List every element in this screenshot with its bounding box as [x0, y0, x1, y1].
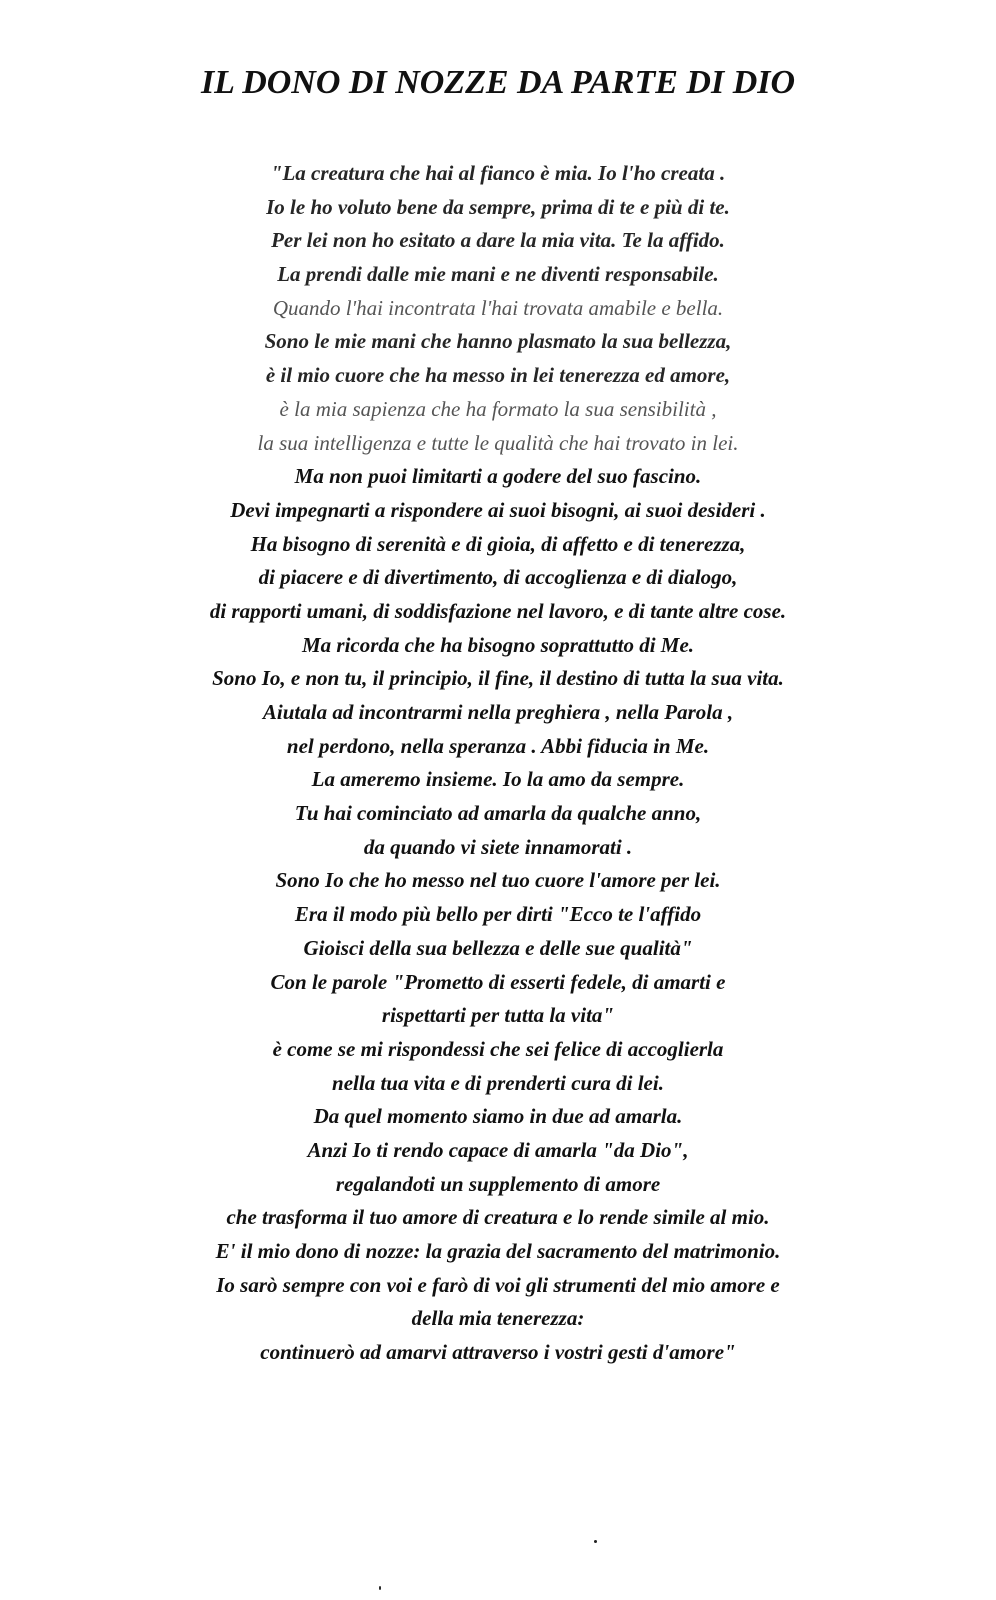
poem-body	[40, 157, 956, 1370]
scan-speck	[594, 1540, 597, 1543]
poem-line: Io le ho voluto bene da sempre, prima di te e più di te.	[266, 194, 730, 219]
document-title: IL DONO DI NOZZE DA PARTE DI DIO	[200, 64, 796, 101]
poem-line: è come se mi rispondessi che sei felice di accoglierla	[272, 1036, 724, 1061]
poem-line: Tu hai cominciato ad amarla da qualche anno,	[294, 801, 702, 826]
poem-line: E' il mio dono di nozze: la grazia del sacramento del matrimonio.	[215, 1239, 781, 1263]
poem-line: Quando l'hai incontrata l'hai trovata amabile e bella.	[272, 295, 724, 320]
poem-line: Sono Io, e non tu, il principio, il fine, il destino di tutta la sua vita.	[212, 666, 784, 691]
poem-line: nella tua vita e di prenderti cura di lei.	[332, 1070, 664, 1095]
poem-line: "La creatura che hai al fianco è mia. Io l'ho creata .	[270, 161, 726, 185]
poem-line: Con le parole "Prometto di esserti fedele, di amarti e	[270, 969, 726, 994]
poem-line: Devi impegnarti a rispondere ai suoi bisogni, ai suoi desideri .	[230, 497, 766, 522]
poem-line: è il mio cuore che ha messo in lei tenerezza ed amore,	[265, 363, 731, 388]
poem-line: Da quel momento siamo in due ad amarla.	[313, 1104, 683, 1129]
poem-line: regalandoti un supplemento di amore	[335, 1171, 661, 1196]
poem-line: da quando vi siete innamorati .	[363, 834, 633, 859]
poem-line: Sono Io che ho messo nel tuo cuore l'amore per lei.	[275, 868, 721, 893]
poem-line: di piacere e di divertimento, di accoglienza e di dialogo,	[258, 565, 738, 590]
poem-line: Gioisci della sua bellezza e delle sue qualità"	[303, 935, 693, 960]
poem-line: Io sarò sempre con voi e farò di voi gli strumenti del mio amore e	[216, 1272, 780, 1297]
poem-line: di rapporti umani, di soddisfazione nel lavoro, e di tante altre cose.	[209, 598, 787, 623]
poem-line: che trasforma il tuo amore di creatura e lo rende simile al mio.	[226, 1205, 770, 1230]
poem-line: la sua intelligenza e tutte le qualità che hai trovato in lei.	[257, 430, 739, 455]
poem-line: rispettarti per tutta la vita"	[381, 1003, 615, 1028]
poem-line: Anzi Io ti rendo capace di amarla "da Dio",	[307, 1137, 689, 1162]
poem-line: continuerò ad amarvi attraverso i vostri gesti d'amore"	[260, 1340, 736, 1365]
poem-line: La prendi dalle mie mani e ne diventi responsabile.	[277, 262, 719, 287]
scan-speck	[379, 1586, 381, 1590]
poem-line: è la mia sapienza che ha formato la sua sensibilità ,	[279, 396, 717, 421]
poem-line: Aiutala ad incontrarmi nella preghiera , nella Parola ,	[262, 700, 734, 724]
poem-line: nel perdono, nella speranza . Abbi fiducia in Me.	[286, 733, 710, 758]
poem-line: Ha bisogno di serenità e di gioia, di affetto e di tenerezza,	[250, 531, 746, 556]
poem-line: Ma non puoi limitarti a godere del suo fascino.	[294, 464, 702, 489]
poem-line: Ma ricorda che ha bisogno soprattutto di Me.	[301, 632, 695, 657]
poem-line: Era il modo più bello per dirti "Ecco te l'affido	[294, 902, 702, 927]
poem-line: della mia tenerezza:	[411, 1306, 585, 1331]
poem-line: Sono le mie mani che hanno plasmato la sua bellezza,	[264, 329, 732, 354]
poem-line: La ameremo insieme. Io la amo da sempre.	[311, 767, 685, 792]
poem-line: Per lei non ho esitato a dare la mia vita. Te la affido.	[271, 228, 725, 253]
